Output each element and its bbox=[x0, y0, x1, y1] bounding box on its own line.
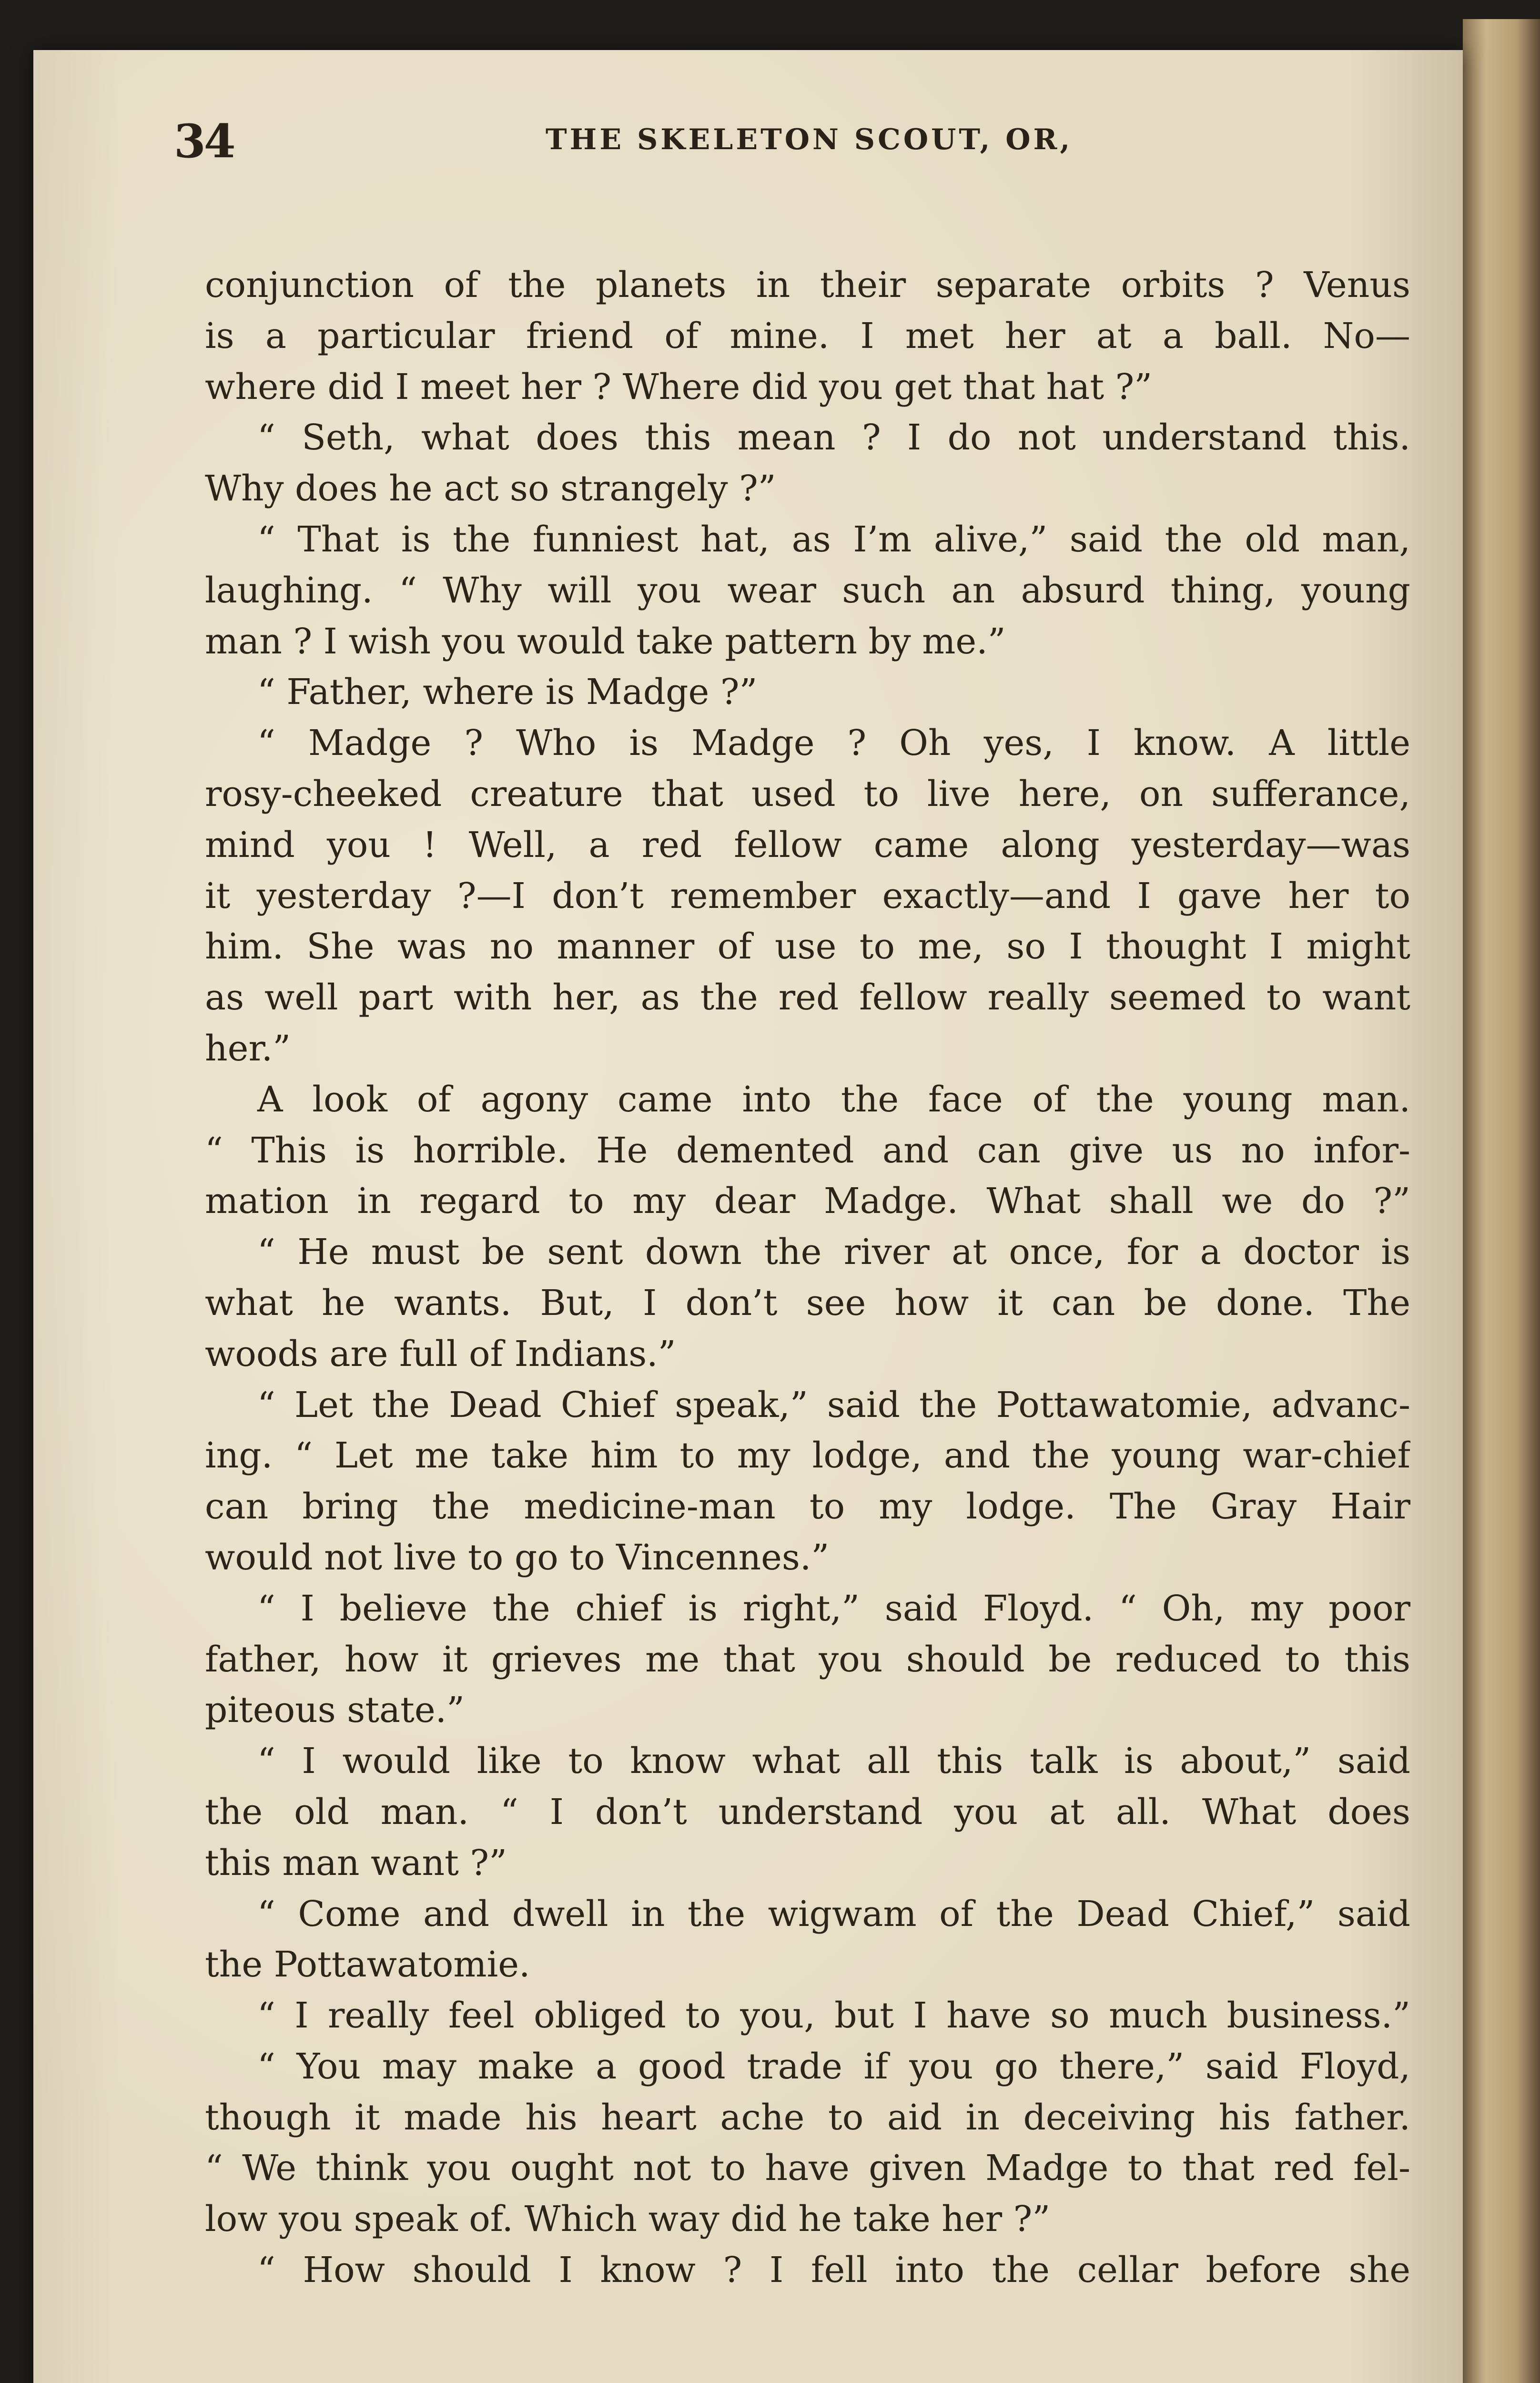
text-line: mind you ! Well, a red fellow came along yesterday—was bbox=[205, 824, 1410, 866]
text-line: woods are full of Indians.” bbox=[205, 1333, 676, 1375]
text-line: “ He must be sent down the river at once, for a doctor is bbox=[257, 1232, 1410, 1273]
text-line: “ I would like to know what all this talk is about,” said bbox=[257, 1741, 1410, 1782]
page-header bbox=[174, 114, 1394, 176]
text-line: conjunction of the planets in their separate orbits ? Venus bbox=[205, 265, 1410, 306]
text-line: rosy-cheeked creature that used to live here, on sufferance, bbox=[205, 773, 1410, 815]
body-text bbox=[205, 260, 1410, 2296]
text-line: “ You may make a good trade if you go there,” said Floyd, bbox=[257, 2046, 1410, 2087]
text-line: low you speak of. Which way did he take her ?” bbox=[205, 2199, 1051, 2240]
text-line: the Pottawatomie. bbox=[205, 1944, 530, 1986]
text-line: man ? I wish you would take pattern by me.” bbox=[205, 621, 1006, 662]
text-line: father, how it grieves me that you should be reduced to this bbox=[205, 1639, 1410, 1680]
text-line: though it made his heart ache to aid in deceiving his father. bbox=[205, 2097, 1410, 2138]
text-line: “ That is the funniest hat, as I’m alive,” said the old man, bbox=[257, 519, 1410, 560]
text-line: her.” bbox=[205, 1028, 291, 1069]
text-line: this man want ?” bbox=[205, 1842, 507, 1884]
text-line: ing. “ Let me take him to my lodge, and the young war-chief bbox=[205, 1435, 1410, 1477]
text-line: him. She was no manner of use to me, so I thought I might bbox=[205, 926, 1410, 967]
text-line: mation in regard to my dear Madge. What shall we do ?” bbox=[205, 1181, 1410, 1222]
running-head: THE SKELETON SCOUT, OR, bbox=[546, 123, 1073, 156]
text-line: “ Father, where is Madge ?” bbox=[257, 672, 758, 713]
text-line: what he wants. But, I don’t see how it can be done. The bbox=[205, 1282, 1410, 1324]
text-line: “ I really feel obliged to you, but I have so much business.” bbox=[257, 1995, 1410, 2037]
text-line: “ This is horrible. He demented and can give us no infor- bbox=[205, 1130, 1410, 1171]
text-line: “ Let the Dead Chief speak,” said the Pottawatomie, advanc- bbox=[257, 1384, 1410, 1426]
text-line: can bring the medicine-man to my lodge. The Gray Hair bbox=[205, 1486, 1410, 1528]
text-line: where did I meet her ? Where did you get that hat ?” bbox=[205, 366, 1153, 407]
text-line: “ Madge ? Who is Madge ? Oh yes, I know. A little bbox=[257, 723, 1410, 764]
text-line: piteous state.” bbox=[205, 1690, 465, 1731]
text-line: is a particular friend of mine. I met her at a ball. No— bbox=[205, 315, 1410, 356]
text-line: the old man. “ I don’t understand you at all. What does bbox=[205, 1791, 1410, 1833]
text-line: “ Seth, what does this mean ? I do not understand this. bbox=[257, 417, 1410, 458]
text-line: it yesterday ?—I don’t remember exactly—and I gave her to bbox=[205, 875, 1410, 917]
text-line: Why does he act so strangely ?” bbox=[205, 468, 776, 509]
text-line: “ How should I know ? I fell into the cellar before she bbox=[257, 2250, 1410, 2291]
text-line: “ I believe the chief is right,” said Floyd. “ Oh, my poor bbox=[257, 1588, 1410, 1629]
page-number: 34 bbox=[174, 114, 234, 168]
text-line: would not live to go to Vincennes.” bbox=[205, 1537, 830, 1578]
text-line: as well part with her, as the red fellow really seemed to want bbox=[205, 977, 1410, 1018]
text-line: “ Come and dwell in the wigwam of the Dead Chief,” said bbox=[257, 1893, 1410, 1935]
text-line: A look of agony came into the face of the young man. bbox=[257, 1079, 1410, 1120]
adjacent-page-edge bbox=[1463, 19, 1540, 2383]
text-line: “ We think you ought not to have given Madge to that red fel- bbox=[205, 2148, 1410, 2189]
text-line: laughing. “ Why will you wear such an absurd thing, young bbox=[205, 570, 1410, 611]
